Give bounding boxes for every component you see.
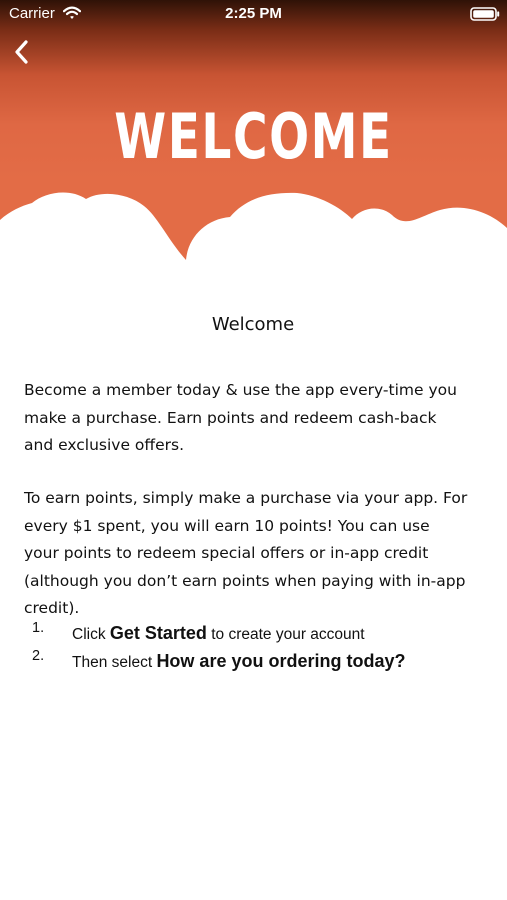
step-prefix: Then select [72,654,157,671]
instruction-step-2 [24,647,469,675]
step-suffix: to create your account [206,626,365,643]
step-prefix: Click [72,626,110,643]
battery-icon [470,7,500,21]
ordering-question-label: How are you ordering today? [156,651,406,671]
chevron-left-icon [8,34,36,70]
instruction-step-1 [24,619,469,647]
step-text [72,647,405,677]
back-button[interactable] [8,34,36,70]
hero-title: WELCOME [114,100,393,173]
get-started-label: Get Started [109,623,207,643]
points-description: To earn points, simply make a purchase via your app. For every $1 spent, you will earn 10 points! You can use your points to redeem special offers or in-app credit (although you don’t earn points when paying with in-app credit). [24,489,468,617]
step-number: 2. [32,648,45,664]
step-number: 1. [32,620,45,636]
carrier-label: Carrier [9,5,55,22]
status-bar [0,0,507,28]
step-text [72,619,365,649]
instructions-list [24,619,469,675]
welcome-heading: Welcome [211,314,295,335]
membership-description: Become a member today & use the app every-time you make a purchase. Earn points and redeem cash-back and exclusive offers. [24,381,457,454]
cloud-border [0,188,507,262]
welcome-hero [0,0,507,262]
status-time: 2:25 PM [225,5,282,22]
